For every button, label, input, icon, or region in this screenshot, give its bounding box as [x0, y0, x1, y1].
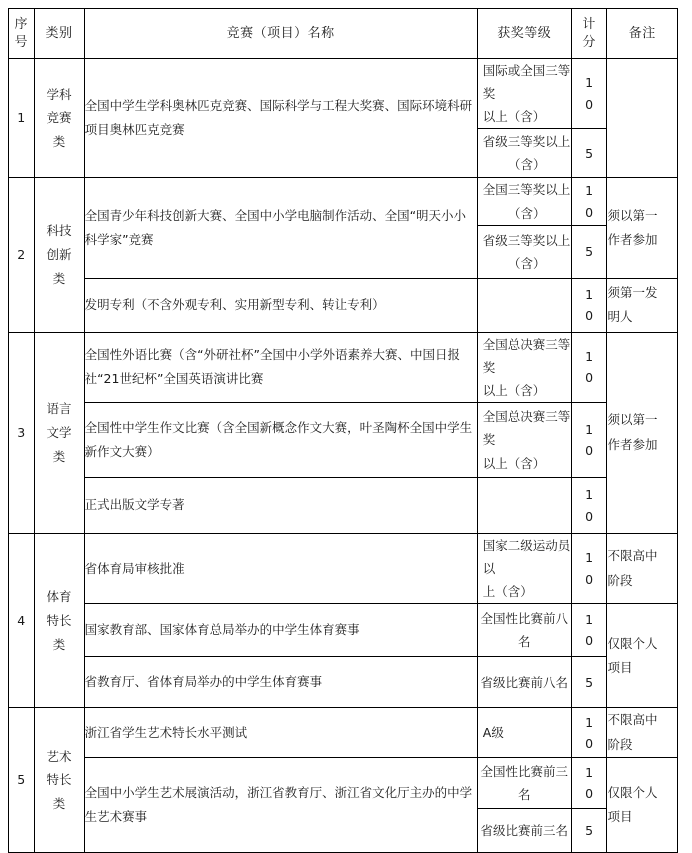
remark-line: 不限高中 — [607, 712, 658, 728]
score-digit: 5 — [585, 674, 594, 690]
award-level-line: （含） — [508, 157, 546, 173]
category-line: 艺术 — [46, 748, 72, 764]
competition-name: 发明专利（不含外观专利、实用新型专利、转让专利） — [84, 278, 477, 332]
score-digit: 1 — [585, 183, 594, 199]
category-line: 特长 — [46, 772, 72, 788]
table-header — [9, 9, 678, 59]
award-level-line: 以上（含） — [482, 455, 546, 471]
competition-name: 浙江省学生艺术特长水平测试 — [84, 708, 477, 758]
award-level — [477, 403, 571, 478]
competition-name: 全国青少年科技创新大赛、全国中小学电脑制作活动、全国“明天小小科学家”竞赛 — [84, 178, 477, 278]
row-seq: 3 — [9, 332, 35, 533]
score-digit: 5 — [585, 145, 594, 161]
award-level-line: 国际或全国三等奖 — [482, 63, 571, 102]
award-level — [477, 225, 571, 278]
row-category — [34, 332, 84, 533]
header-score-line-1: 计 — [582, 16, 596, 32]
category-line: 科技 — [46, 223, 72, 239]
score-digit: 5 — [585, 823, 594, 838]
score-value — [571, 758, 607, 809]
score-value — [571, 478, 607, 534]
award-level — [477, 708, 571, 758]
header-row — [9, 9, 678, 59]
remark-line: 作者参加 — [607, 232, 658, 247]
category-line: 类 — [52, 796, 66, 812]
award-level-line: 以上（含） — [482, 109, 546, 125]
remark — [607, 59, 678, 178]
score-value — [571, 178, 607, 225]
table-row — [9, 478, 678, 534]
score-value — [571, 225, 607, 278]
table-row — [9, 332, 678, 402]
score-digit: 0 — [585, 96, 594, 112]
remark — [607, 604, 678, 708]
score-digit: 0 — [585, 735, 594, 751]
scoring-criteria-table — [8, 8, 678, 853]
row-category — [34, 534, 84, 708]
award-level — [477, 178, 571, 225]
award-level — [477, 657, 571, 708]
category-line: 文学 — [46, 424, 72, 440]
row-category — [34, 59, 84, 178]
remark — [607, 278, 678, 332]
score-digit: 1 — [585, 764, 594, 780]
score-digit: 0 — [585, 443, 594, 458]
score-digit: 1 — [585, 286, 594, 302]
remark — [607, 534, 678, 604]
award-level-line: 全国性比赛前三名 — [480, 764, 569, 803]
column-header-remark: 备注 — [607, 9, 678, 59]
award-level — [477, 129, 571, 178]
remark — [607, 178, 678, 278]
category-line: 语言 — [46, 401, 72, 417]
competition-name: 全国性中学生作文比赛（含全国新概念作文大赛，叶圣陶杯全国中学生新作文大赛） — [84, 403, 477, 478]
column-header-seq — [9, 9, 35, 59]
table-row — [9, 708, 678, 758]
award-level-line: 全国三等奖以上 — [482, 182, 571, 198]
award-level-line: 省级三等奖以上 — [482, 232, 571, 248]
score-digit: 1 — [585, 714, 594, 730]
table-row — [9, 758, 678, 809]
award-level — [477, 478, 571, 534]
score-digit: 1 — [585, 421, 594, 437]
table-row — [9, 403, 678, 478]
table-body — [9, 59, 678, 853]
award-level-line: （含） — [508, 255, 546, 271]
table-row — [9, 657, 678, 708]
award-level — [477, 809, 571, 853]
award-level-line: 国家二级运动员以 — [482, 538, 571, 577]
column-header-category: 类别 — [34, 9, 84, 59]
score-digit: 0 — [585, 786, 594, 802]
score-digit: 1 — [585, 349, 594, 365]
category-line: 类 — [52, 270, 66, 286]
award-level-line: 以上（含） — [482, 382, 546, 398]
category-line: 类 — [52, 134, 66, 150]
score-value — [571, 332, 607, 402]
remark-line: 仅限个人 — [607, 784, 658, 800]
award-level — [477, 758, 571, 809]
score-digit: 0 — [585, 370, 594, 386]
score-value — [571, 809, 607, 853]
remark-line: 阶段 — [607, 572, 633, 588]
award-level-line: （含） — [508, 205, 546, 221]
header-seq-line-2: 号 — [14, 34, 29, 50]
column-header-score — [571, 9, 607, 59]
score-value — [571, 59, 607, 129]
competition-name: 省教育厅、省体育局举办的中学生体育赛事 — [84, 657, 477, 708]
score-digit: 1 — [585, 550, 594, 566]
category-line: 学科 — [46, 86, 72, 102]
award-level-line: 全国性比赛前八名 — [480, 611, 569, 650]
category-line: 类 — [52, 636, 66, 652]
award-level-line: 全国总决赛三等奖 — [482, 336, 571, 375]
remark-line: 明人 — [607, 309, 633, 325]
header-seq-line-1: 序 — [14, 16, 29, 32]
row-seq: 2 — [9, 178, 35, 332]
remark-line: 须第一发 — [607, 284, 658, 300]
category-line: 体育 — [46, 589, 72, 605]
category-line: 类 — [52, 448, 66, 464]
award-level-line: 省级比赛前三名 — [480, 823, 569, 839]
category-line: 竞赛 — [46, 110, 72, 126]
competition-name: 全国性外语比赛（含“外研社杯”全国中小学外语素养大赛、中国日报社“21世纪杯”全国英语演讲比赛 — [84, 332, 477, 402]
remark — [607, 332, 678, 533]
score-digit: 0 — [585, 308, 594, 324]
table-row — [9, 178, 678, 225]
row-seq: 4 — [9, 534, 35, 708]
category-line: 特长 — [46, 612, 72, 628]
score-digit: 1 — [585, 487, 594, 503]
score-digit: 0 — [585, 571, 594, 587]
competition-name: 省体育局审核批准 — [84, 534, 477, 604]
award-level — [477, 534, 571, 604]
score-digit: 5 — [585, 244, 594, 259]
header-score-line-2: 分 — [582, 34, 596, 50]
score-value — [571, 657, 607, 708]
table-row — [9, 604, 678, 657]
remark-line: 不限高中 — [607, 548, 658, 564]
competition-name: 正式出版文学专著 — [84, 478, 477, 534]
remark-line: 项目 — [607, 659, 633, 675]
column-header-award-level: 获奖等级 — [477, 9, 571, 59]
remark-line: 仅限个人 — [607, 635, 658, 651]
row-seq: 5 — [9, 708, 35, 853]
award-level-line: 省级比赛前八名 — [480, 674, 569, 690]
remark-line: 须以第一 — [607, 207, 658, 223]
award-level-line: 上（含） — [482, 584, 533, 600]
score-value — [571, 604, 607, 657]
award-level — [477, 59, 571, 129]
award-level — [477, 604, 571, 657]
category-line: 创新 — [46, 247, 72, 263]
row-category — [34, 178, 84, 332]
score-value — [571, 708, 607, 758]
remark — [607, 708, 678, 758]
award-level — [477, 332, 571, 402]
competition-name: 全国中小学生艺术展演活动，浙江省教育厅、浙江省文化厅主办的中学生艺术赛事 — [84, 758, 477, 853]
row-category — [34, 708, 84, 853]
remark-line: 须以第一 — [607, 412, 658, 428]
remark — [607, 758, 678, 853]
score-value — [571, 278, 607, 332]
remark-line: 作者参加 — [607, 436, 658, 452]
score-value — [571, 403, 607, 478]
award-level — [477, 278, 571, 332]
table-row — [9, 59, 678, 129]
score-value — [571, 534, 607, 604]
table-row — [9, 278, 678, 332]
score-value — [571, 129, 607, 178]
score-digit: 0 — [585, 204, 594, 220]
award-level-line: 全国总决赛三等奖 — [482, 409, 571, 448]
column-header-competition-name: 竞赛（项目）名称 — [84, 9, 477, 59]
row-seq: 1 — [9, 59, 35, 178]
competition-name: 国家教育部、国家体育总局举办的中学生体育赛事 — [84, 604, 477, 657]
table-row — [9, 534, 678, 604]
competition-name: 全国中学生学科奥林匹克竞赛、国际科学与工程大奖赛、国际环境科研项目奥林匹克竞赛 — [84, 59, 477, 178]
score-digit: 0 — [585, 633, 594, 649]
award-level-line: A级 — [482, 725, 504, 741]
award-level-line: 省级三等奖以上 — [482, 134, 571, 150]
remark-line: 阶段 — [607, 736, 633, 752]
remark-line: 项目 — [607, 809, 633, 825]
score-digit: 1 — [585, 75, 594, 91]
score-digit: 0 — [585, 508, 594, 524]
score-digit: 1 — [585, 612, 594, 628]
